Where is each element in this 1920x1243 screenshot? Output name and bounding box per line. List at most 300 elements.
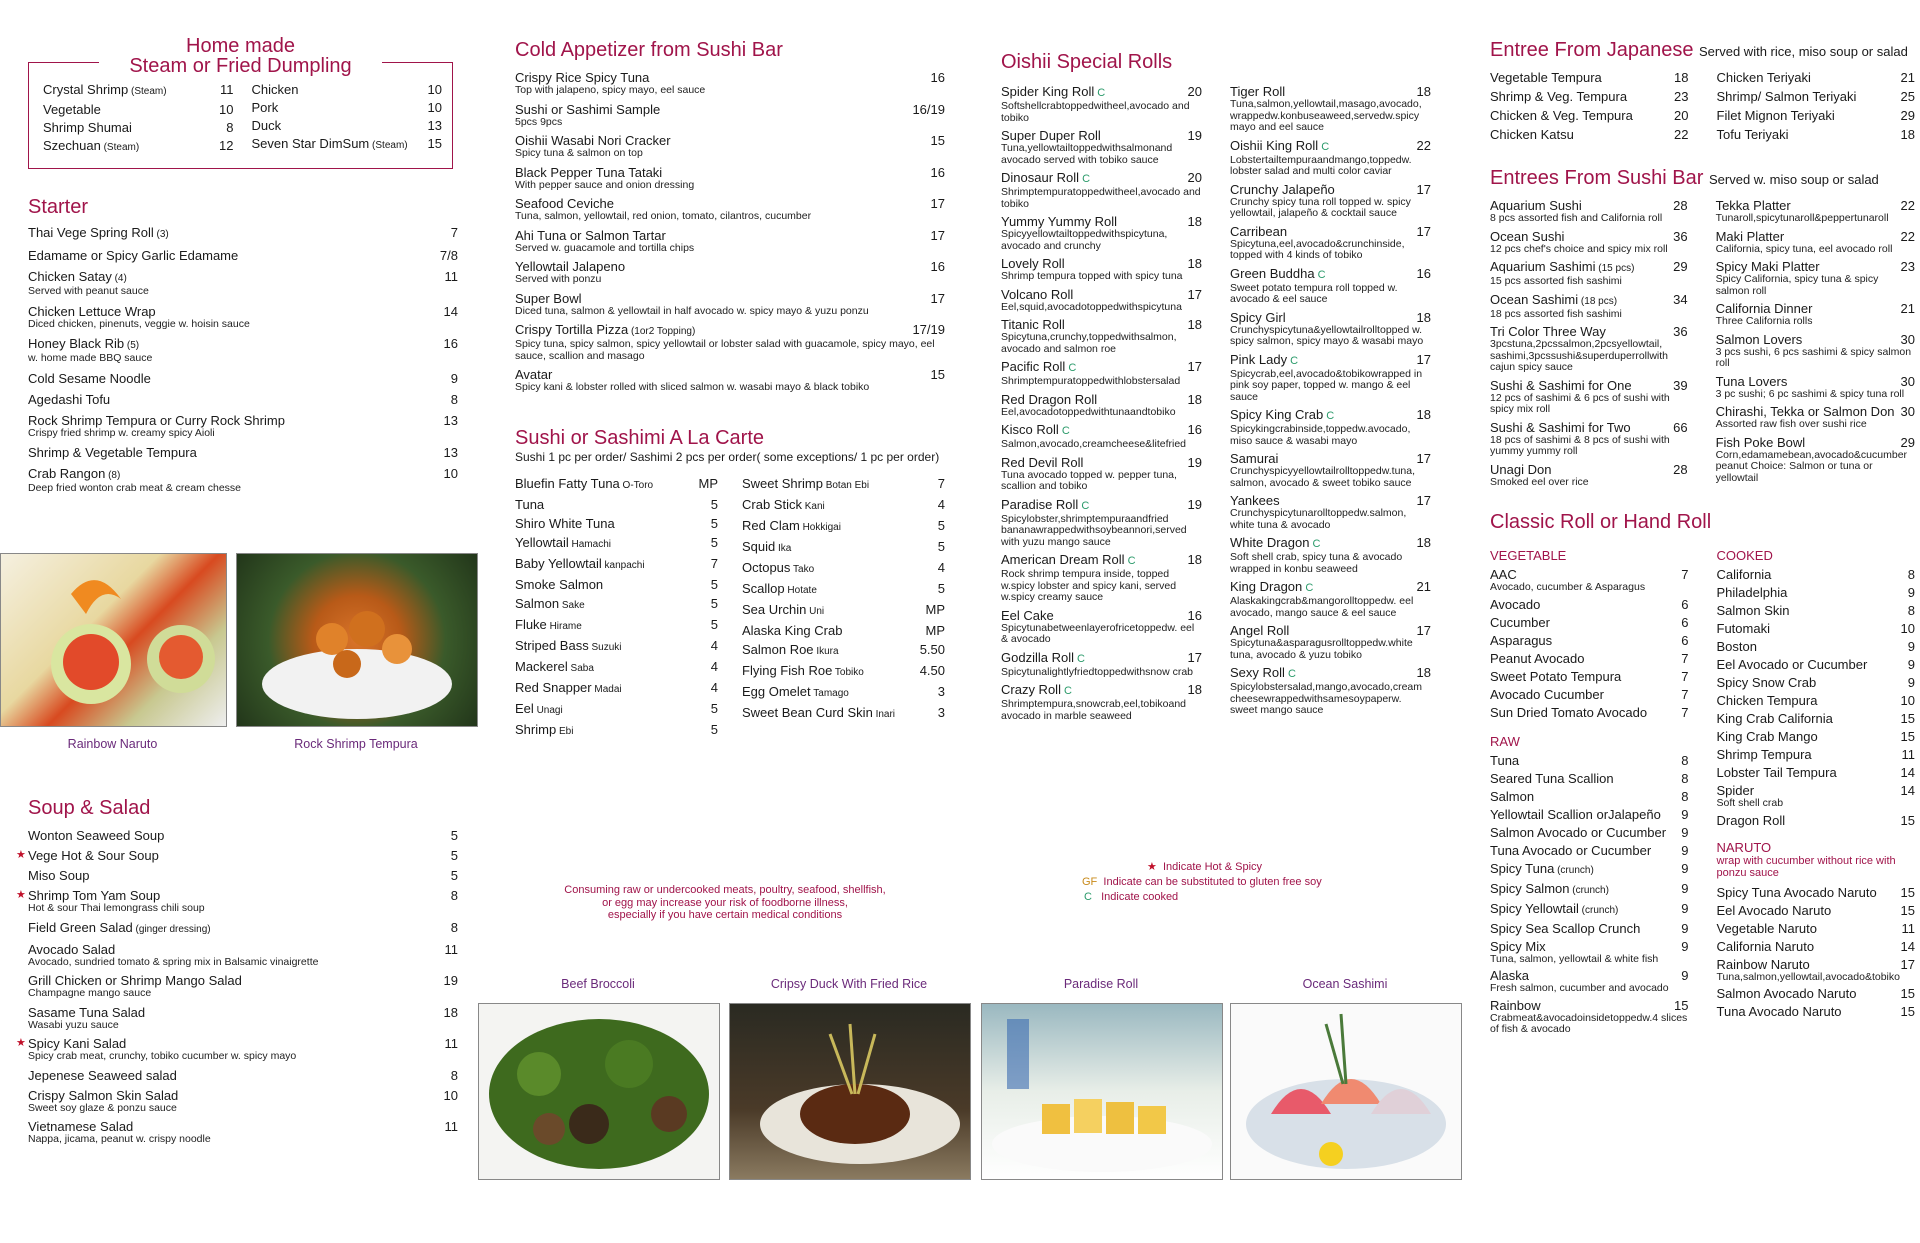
menu-item bbox=[1717, 70, 1916, 85]
menu-item-row bbox=[28, 828, 458, 843]
menu-item-tag: Botan Ebi bbox=[822, 479, 870, 491]
menu-item-name: Spicy Maki Platter bbox=[1715, 259, 1820, 274]
menu-item-row bbox=[515, 535, 718, 552]
menu-item-name: Spider King Roll C bbox=[1001, 84, 1106, 99]
legend-hot: ★ Indicate Hot & Spicy bbox=[1147, 861, 1263, 873]
menu-item-price: 8 bbox=[1907, 567, 1915, 582]
menu-item bbox=[515, 638, 718, 655]
menu-item-name: King Dragon C bbox=[1230, 579, 1314, 594]
menu-item-price: 13 bbox=[443, 445, 458, 460]
menu-item-price: 10 bbox=[427, 100, 442, 115]
menu-item bbox=[1716, 259, 1915, 297]
menu-item-price: 4 bbox=[937, 496, 945, 512]
menu-item bbox=[1490, 669, 1689, 684]
menu-item-price: 11 bbox=[444, 269, 458, 284]
menu-item-name: Spicy Tuna (crunch) bbox=[1490, 860, 1594, 876]
menu-item-tag: (15 pcs) bbox=[1595, 263, 1635, 274]
menu-item-name: Sushi or Sashimi Sample bbox=[515, 101, 661, 117]
menu-item-name: Chicken Lettuce Wrap bbox=[28, 303, 156, 319]
column-4 bbox=[1490, 38, 1915, 1039]
warning-line-3: especially if you have certain medical conditions bbox=[607, 909, 843, 921]
menu-item-price: 7 bbox=[710, 555, 718, 571]
menu-item-price: 18 bbox=[1187, 317, 1202, 332]
alacarte-subtitle: Sushi 1 pc per order/ Sashimi 2 pcs per order( some exceptions/ 1 pc per order) bbox=[515, 449, 940, 464]
menu-item-row bbox=[1490, 597, 1689, 612]
menu-item-price: 18 bbox=[1416, 665, 1431, 680]
menu-item-price: 7/8 bbox=[439, 248, 458, 263]
menu-item-description: 5pcs 9pcs bbox=[515, 115, 563, 128]
menu-item-row bbox=[1001, 682, 1202, 699]
menu-item-name: Seafood Ceviche bbox=[515, 196, 615, 211]
menu-item-description: Diced tuna, salmon & yellowtail in half avocado w. spicy mayo & yuzu ponzu bbox=[515, 304, 869, 317]
menu-item-name: Grill Chicken or Shrimp Mango Salad bbox=[28, 973, 242, 988]
menu-item bbox=[742, 684, 945, 701]
menu-item bbox=[1230, 352, 1431, 404]
menu-item-name: Vegetable Naruto bbox=[1716, 920, 1817, 936]
menu-item-row bbox=[1717, 957, 1916, 972]
menu-item-name: California Dinner bbox=[1715, 301, 1813, 316]
menu-item-price: 15 bbox=[930, 367, 945, 382]
caption-beef-broccoli: Beef Broccoli bbox=[561, 977, 635, 991]
menu-item bbox=[1001, 552, 1202, 604]
menu-item bbox=[43, 138, 234, 155]
menu-item-name: Red Dragon Roll bbox=[1001, 391, 1098, 407]
menu-item-row bbox=[742, 560, 945, 577]
menu-item bbox=[515, 659, 718, 676]
menu-item-description: Tuna, salmon, yellowtail, red onion, tomato, cilantros, cucumber bbox=[515, 210, 812, 222]
menu-item-row bbox=[1230, 665, 1431, 682]
menu-item-row bbox=[28, 336, 458, 353]
menu-item-name: Chicken Katsu bbox=[1490, 127, 1574, 142]
menu-item-price: 15 bbox=[1674, 997, 1689, 1013]
menu-item-description: Assorted raw fish over sushi rice bbox=[1715, 418, 1867, 430]
menu-item-price: 5 bbox=[937, 517, 945, 533]
menu-item-row bbox=[28, 248, 458, 263]
menu-item-row bbox=[515, 497, 718, 512]
menu-item bbox=[1490, 615, 1689, 630]
menu-item bbox=[43, 102, 234, 117]
menu-item-name: Red Devil Roll bbox=[1001, 454, 1084, 470]
menu-item-row bbox=[1230, 493, 1431, 508]
menu-item-price: 5 bbox=[450, 868, 458, 883]
menu-item-price: 29 bbox=[1900, 108, 1915, 123]
menu-item bbox=[1230, 535, 1431, 575]
menu-item bbox=[1717, 603, 1916, 618]
menu-item-name: Szechuan (Steam) bbox=[43, 138, 140, 153]
menu-item-row bbox=[1230, 310, 1431, 325]
warning-line-2: or egg may increase your risk of foodborne illness, bbox=[602, 896, 848, 909]
menu-item-row bbox=[28, 304, 458, 319]
menu-item-description: Tuna, salmon, yellowtail & white fish bbox=[1490, 952, 1659, 965]
menu-item bbox=[1001, 170, 1202, 210]
menu-item-row bbox=[1717, 783, 1916, 798]
menu-item-name: Squid Ika bbox=[742, 538, 792, 554]
menu-item bbox=[1717, 885, 1916, 900]
menu-item-name: Fluke Hirame bbox=[515, 616, 582, 632]
menu-item-price: 12 bbox=[219, 138, 234, 153]
menu-item-name: Field Green Salad (ginger dressing) bbox=[28, 919, 211, 935]
menu-item-description: Avocado, cucumber & Asparagus bbox=[1490, 581, 1646, 593]
menu-item-name: Black Pepper Tuna Tataki bbox=[515, 164, 663, 180]
menu-item-row bbox=[515, 70, 945, 85]
menu-item-row bbox=[742, 497, 945, 514]
menu-item-row bbox=[1230, 182, 1431, 197]
menu-item bbox=[1230, 407, 1431, 447]
menu-item-name: Edamame or Spicy Garlic Edamame bbox=[28, 248, 239, 263]
menu-item bbox=[1716, 301, 1915, 328]
veg-label: VEGETABLE bbox=[1490, 548, 1567, 563]
menu-item bbox=[1490, 462, 1688, 489]
menu-item bbox=[1490, 198, 1688, 225]
menu-item-description: Crunchyspicytunarolltoppedw.salmon, white tuna & avocado bbox=[1230, 507, 1407, 531]
menu-item-price: 8 bbox=[450, 391, 458, 407]
menu-item-description: Fresh salmon, cucumber and avocado bbox=[1490, 982, 1669, 994]
menu-item bbox=[1717, 921, 1916, 936]
column-1 bbox=[28, 34, 458, 501]
menu-item bbox=[28, 466, 458, 495]
menu-item bbox=[1717, 675, 1916, 690]
menu-item bbox=[28, 828, 458, 843]
menu-item-row bbox=[1001, 84, 1202, 101]
menu-item-price: 11 bbox=[444, 1036, 458, 1051]
menu-item bbox=[515, 617, 718, 634]
menu-item-price: 21 bbox=[1900, 301, 1915, 316]
menu-item bbox=[1001, 256, 1202, 283]
menu-item bbox=[1490, 633, 1689, 648]
menu-item-price: 8 bbox=[1681, 752, 1689, 768]
menu-item bbox=[1717, 765, 1916, 780]
starter-list bbox=[28, 225, 458, 495]
menu-item-tag: (crunch) bbox=[1569, 884, 1609, 896]
chili-icon: ★ bbox=[1147, 861, 1157, 873]
special-left-list bbox=[1001, 84, 1202, 726]
menu-item-description: w. home made BBQ sauce bbox=[28, 352, 153, 364]
menu-item-tag: Ikura bbox=[813, 645, 839, 657]
menu-item-tag: Hokkigai bbox=[799, 521, 841, 533]
entree-jp-left bbox=[1490, 70, 1689, 146]
menu-item-name: Tuna Avocado Naruto bbox=[1716, 1004, 1842, 1019]
menu-item-description: Hot & sour Thai lemongrass chili soup bbox=[28, 902, 205, 914]
menu-item-row bbox=[1490, 998, 1689, 1013]
menu-item-price: 15 bbox=[427, 136, 442, 151]
menu-item-row bbox=[28, 888, 458, 903]
menu-item-tag: Tako bbox=[790, 563, 815, 575]
menu-item-price: 29 bbox=[1900, 434, 1915, 450]
menu-item-row bbox=[1716, 332, 1915, 347]
menu-item-name: Shrimp & Veg. Tempura bbox=[1490, 89, 1628, 104]
menu-item-description: 15 pcs assorted fish sashimi bbox=[1490, 275, 1622, 287]
menu-item bbox=[28, 413, 458, 440]
menu-item-row bbox=[28, 920, 458, 937]
menu-item-name: Samurai bbox=[1230, 451, 1279, 466]
menu-item bbox=[1230, 623, 1431, 661]
menu-item-tag: Hotate bbox=[784, 584, 817, 596]
menu-item-row bbox=[1490, 259, 1688, 276]
menu-item bbox=[1490, 324, 1688, 374]
menu-item-tag: Tamago bbox=[810, 687, 849, 699]
photo-rock-shrimp-tempura bbox=[236, 553, 478, 727]
menu-item-name: Dinosaur Roll C bbox=[1001, 170, 1091, 185]
menu-item-row bbox=[1490, 861, 1689, 878]
menu-item-tag: (ginger dressing) bbox=[132, 923, 211, 935]
menu-item-price: 16 bbox=[930, 70, 945, 85]
menu-item-row bbox=[1717, 747, 1916, 762]
menu-item-name: Super Duper Roll bbox=[1001, 128, 1101, 143]
caption-paradise-roll: Paradise Roll bbox=[1063, 977, 1139, 991]
menu-item-description: Spicykingcrabinside,toppedw.avocado, miso sauce & wasabi mayo bbox=[1230, 423, 1411, 447]
menu-item bbox=[1717, 127, 1916, 142]
menu-item-price: 29 bbox=[1673, 259, 1688, 274]
menu-item-tag: (1or2 Topping) bbox=[628, 326, 696, 337]
menu-item-tag: O-Toro bbox=[619, 479, 654, 491]
menu-item-description: Served with peanut sauce bbox=[28, 285, 149, 297]
menu-item-price: 16 bbox=[1187, 422, 1202, 437]
warning-line-1: Consuming raw or undercooked meats, poultry, seafood, shellfish, bbox=[564, 884, 886, 896]
menu-item bbox=[515, 102, 945, 129]
menu-item-row bbox=[1717, 127, 1916, 142]
cooked-mark: C bbox=[1079, 173, 1091, 185]
menu-item-row bbox=[742, 623, 945, 638]
menu-item-name: Salmon Avocado or Cucumber bbox=[1490, 824, 1667, 840]
menu-item-row bbox=[515, 291, 945, 306]
menu-item-description: Three California rolls bbox=[1715, 315, 1813, 327]
menu-item-price: 6 bbox=[1681, 614, 1689, 630]
menu-item-price: 9 bbox=[1681, 938, 1689, 954]
menu-item bbox=[28, 248, 458, 263]
menu-item-name: Aquarium Sushi bbox=[1490, 198, 1582, 213]
menu-item-price: 10 bbox=[443, 1087, 458, 1103]
menu-item-description: Crunchyspicyyellowtailrolltoppedw.tuna, salmon, avocado & sweet tobiko sauce bbox=[1230, 465, 1416, 489]
menu-item-price: 15 bbox=[1900, 812, 1915, 828]
menu-item bbox=[28, 371, 458, 386]
menu-item bbox=[1490, 998, 1689, 1036]
menu-item-price: 10 bbox=[1900, 621, 1915, 636]
menu-item-price: 16/19 bbox=[912, 101, 945, 117]
menu-item-price: 7 bbox=[1681, 704, 1689, 720]
menu-item-name: Scallop Hotate bbox=[742, 580, 817, 596]
naruto-list bbox=[1717, 885, 1916, 1020]
menu-item-description: Spicy California, spicy tuna & spicy salmon roll bbox=[1715, 273, 1879, 297]
menu-item-price: 17 bbox=[1416, 223, 1431, 239]
menu-item-name: Angel Roll bbox=[1230, 623, 1290, 638]
menu-item-name: Avocado bbox=[1490, 596, 1541, 612]
menu-item bbox=[515, 556, 718, 573]
menu-item-description: Spicy tuna & salmon on top bbox=[515, 147, 643, 159]
menu-item-row bbox=[1716, 259, 1915, 274]
menu-item bbox=[515, 722, 718, 739]
menu-item-price: 11 bbox=[444, 941, 458, 957]
menu-item-description: Spicytuna,crunchy,toppedwithsalmon, avocado and salmon roe bbox=[1001, 331, 1177, 355]
menu-item-description: Sweet potato tempura roll topped w. avocado & eel sauce bbox=[1230, 281, 1398, 305]
cooked-mark: C bbox=[1124, 555, 1136, 567]
menu-item-name: Tri Color Three Way bbox=[1490, 324, 1606, 339]
menu-item-price: 4.50 bbox=[919, 662, 945, 678]
menu-item-price: 18 bbox=[1187, 552, 1202, 567]
menu-item-name: Salmon bbox=[1490, 788, 1535, 804]
menu-item-description: Crunchy spicy tuna roll topped w. spicy yellowtail, jalapeño & cocktail sauce bbox=[1230, 195, 1411, 219]
menu-item bbox=[515, 516, 718, 531]
menu-item-name: Spicy Kani Salad bbox=[28, 1036, 127, 1051]
menu-item-price: 21 bbox=[1416, 579, 1431, 594]
menu-item-price: 5 bbox=[710, 515, 718, 531]
menu-item-row bbox=[515, 638, 718, 655]
menu-item-price: 5 bbox=[937, 580, 945, 596]
menu-item-name: Peanut Avocado bbox=[1490, 650, 1585, 666]
menu-item-price: 8 bbox=[1681, 770, 1689, 786]
menu-item-price: 18 bbox=[1187, 391, 1202, 407]
menu-item-price: 7 bbox=[1681, 567, 1689, 582]
menu-item-description: 8 pcs assorted fish and California roll bbox=[1490, 212, 1663, 224]
menu-item-price: 9 bbox=[1681, 880, 1689, 896]
menu-item-name: Sasame Tuna Salad bbox=[28, 1004, 146, 1020]
menu-item-tag: Kani bbox=[801, 500, 825, 512]
menu-item-name: Crunchy Jalapeño bbox=[1230, 181, 1335, 197]
naruto-note: wrap with cucumber without rice with ponzu sauce bbox=[1716, 854, 1896, 879]
menu-item-name: Pork bbox=[251, 100, 279, 115]
menu-item-row bbox=[252, 100, 443, 115]
menu-item-row bbox=[742, 705, 945, 722]
menu-item-name: Chicken Satay (4) bbox=[28, 269, 127, 284]
menu-item-tag: Saba bbox=[567, 662, 594, 674]
menu-item bbox=[515, 70, 945, 97]
menu-item bbox=[515, 367, 945, 394]
menu-item bbox=[742, 705, 945, 722]
menu-item-name: Cold Sesame Noodle bbox=[28, 370, 151, 386]
menu-item bbox=[1717, 693, 1916, 708]
menu-item-row bbox=[28, 413, 458, 428]
menu-item bbox=[1230, 182, 1431, 220]
soup-section bbox=[16, 796, 458, 1151]
menu-item bbox=[28, 973, 458, 1000]
menu-item-name: Ahi Tuna or Salmon Tartar bbox=[515, 227, 666, 243]
menu-item-row bbox=[742, 663, 945, 680]
menu-item-name: Filet Mignon Teriyaki bbox=[1716, 108, 1835, 123]
menu-item-name: Seared Tuna Scallion bbox=[1490, 770, 1614, 786]
menu-item-price: 9 bbox=[1681, 842, 1689, 858]
menu-item-description: With pepper sauce and onion dressing bbox=[515, 178, 695, 191]
menu-item-price: 19 bbox=[1187, 496, 1202, 512]
menu-item-description: Spicy tuna, spicy salmon, spicy yellowtail or lobster salad with guacamole, spicy mayo, eel sauce, scallion and masago bbox=[515, 338, 935, 362]
menu-item-row bbox=[1001, 650, 1202, 667]
menu-item-name: Crispy Salmon Skin Salad bbox=[28, 1087, 179, 1103]
menu-item-price: 15 bbox=[1900, 902, 1915, 918]
menu-item-price: 10 bbox=[1900, 693, 1915, 708]
menu-item bbox=[28, 1088, 458, 1115]
menu-item-name: Salmon Skin bbox=[1716, 603, 1790, 618]
menu-item-name: California bbox=[1716, 567, 1772, 582]
menu-item-row bbox=[1717, 921, 1916, 936]
menu-item bbox=[252, 82, 443, 97]
menu-item-row bbox=[28, 942, 458, 957]
menu-item-row bbox=[28, 466, 458, 483]
menu-item-description: Softshellcrabtoppedwitheel,avocado and tobiko bbox=[1001, 100, 1190, 124]
menu-item-name: Avatar bbox=[515, 367, 553, 382]
menu-item-row bbox=[515, 322, 945, 339]
menu-item bbox=[1001, 422, 1202, 451]
menu-item-row bbox=[515, 596, 718, 613]
menu-item-price: 7 bbox=[1681, 686, 1689, 702]
menu-item-row bbox=[1717, 567, 1916, 582]
menu-item bbox=[1490, 597, 1689, 612]
menu-item-row bbox=[1490, 292, 1688, 309]
menu-item-row bbox=[515, 196, 945, 211]
menu-item bbox=[28, 1005, 458, 1032]
menu-item-row bbox=[1490, 324, 1688, 339]
photo-rainbow-naruto bbox=[0, 553, 227, 727]
menu-item-tag: Suzuki bbox=[588, 641, 622, 653]
dumpling-left-list bbox=[43, 82, 234, 158]
menu-item-price: 23 bbox=[1900, 259, 1915, 274]
menu-item-row bbox=[515, 259, 945, 274]
menu-item-name: Crazy Roll C bbox=[1001, 682, 1072, 697]
menu-item-tag: Inari bbox=[872, 708, 896, 720]
menu-item-name: Tuna Avocado or Cucumber bbox=[1490, 842, 1652, 858]
menu-item bbox=[28, 920, 458, 937]
menu-item-description: 3 pcs sushi, 6 pcs sashimi & spicy salmon roll bbox=[1715, 345, 1912, 369]
cooked-mark: C bbox=[1318, 140, 1330, 153]
menu-item-description: Tunaroll,spicytunaroll&peppertunaroll bbox=[1715, 212, 1889, 224]
menu-item-price: 7 bbox=[450, 225, 458, 240]
dumpling-box bbox=[28, 35, 453, 169]
menu-item-name: American Dream Roll C bbox=[1001, 552, 1136, 567]
menu-item-price: 11 bbox=[220, 82, 234, 97]
menu-item-price: 9 bbox=[1681, 806, 1689, 822]
menu-item-price: 39 bbox=[1673, 377, 1688, 393]
menu-item-name: Tofu Teriyaki bbox=[1716, 127, 1789, 142]
menu-item bbox=[515, 680, 718, 697]
menu-item-name: Yellowtail Scallion orJalapeño bbox=[1490, 806, 1661, 822]
menu-item bbox=[1490, 901, 1689, 918]
menu-item-tag: (Steam) bbox=[128, 86, 167, 97]
menu-item bbox=[515, 497, 718, 512]
menu-item-description: Spicycrab,eel,avocado&tobikowrapped in pink soy paper, topped w. mango & eel sauce bbox=[1230, 367, 1423, 403]
menu-item bbox=[43, 82, 234, 99]
menu-item-name: Honey Black Rib (5) bbox=[28, 336, 140, 351]
menu-item-price: 20 bbox=[1674, 108, 1689, 123]
menu-item bbox=[742, 476, 945, 493]
menu-item-row bbox=[1717, 986, 1916, 1001]
menu-item bbox=[515, 535, 718, 552]
menu-item-name: Dragon Roll bbox=[1716, 812, 1786, 828]
menu-item-tag: (crunch) bbox=[1578, 904, 1619, 916]
menu-item-name: Asparagus bbox=[1490, 632, 1553, 648]
menu-item-name: Rainbow Naruto bbox=[1716, 956, 1810, 972]
menu-item bbox=[1490, 292, 1688, 321]
menu-item-row bbox=[1717, 657, 1916, 672]
menu-item bbox=[1490, 825, 1689, 840]
menu-item bbox=[1490, 921, 1689, 936]
dumpling-title-1: Home made bbox=[186, 35, 295, 57]
menu-item-row bbox=[742, 476, 945, 493]
menu-item-name: Avocado Cucumber bbox=[1490, 686, 1604, 702]
menu-item-price: 15 bbox=[1900, 711, 1915, 726]
menu-item-description: Champagne mango sauce bbox=[28, 987, 152, 999]
menu-item bbox=[1716, 374, 1915, 401]
menu-item-price: 17 bbox=[1416, 493, 1431, 508]
special-rolls-title: Oishii Special Rolls bbox=[1001, 51, 1173, 73]
menu-item-name: Salmon Avocado Naruto bbox=[1716, 986, 1857, 1001]
menu-item-name: Titanic Roll bbox=[1001, 317, 1065, 332]
menu-item-name: Volcano Roll bbox=[1001, 286, 1074, 302]
menu-item bbox=[515, 596, 718, 613]
menu-item-price: 17 bbox=[1187, 649, 1202, 665]
menu-item-row bbox=[1717, 885, 1916, 900]
menu-item-name: Pink Lady C bbox=[1230, 351, 1299, 367]
menu-item bbox=[1717, 903, 1916, 918]
menu-item-name: Crystal Shrimp (Steam) bbox=[43, 82, 167, 97]
menu-item-tag: (3) bbox=[153, 229, 169, 240]
menu-item-description: Spicy kani & lobster rolled with sliced salmon w. wasabi mayo & black tobiko bbox=[515, 381, 870, 393]
